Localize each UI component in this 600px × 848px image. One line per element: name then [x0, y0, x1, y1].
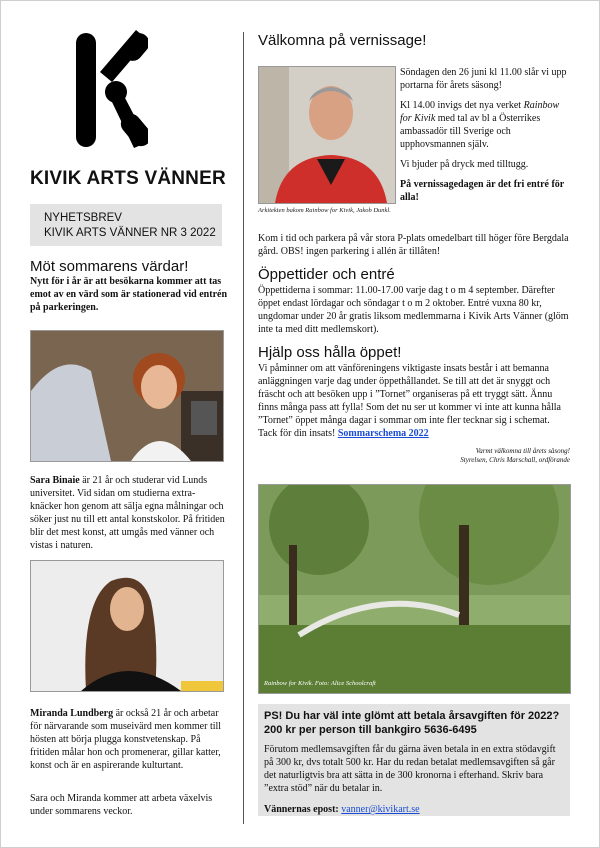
ps-box: [258, 704, 570, 816]
schedule-link[interactable]: Sommarschema 2022: [337, 428, 429, 439]
ps-email-label: Vännernas epost:: [264, 804, 342, 815]
email-link[interactable]: vanner@kivikart.se: [341, 804, 420, 815]
hosts-lead: Nytt för i år är att besökarna kommer att tas emot av en värd som är stationerad vid entrén på parkeringen.: [30, 276, 228, 313]
vernissage-p1: Söndagen den 26 juni kl 11.00 slår vi upp portarna för årets säsong!: [400, 67, 567, 91]
help-text: [258, 362, 570, 440]
signature: [400, 447, 570, 465]
brand-name: KIVIK ARTS VÄNNER: [30, 168, 226, 189]
sara-text: är 21 år och studerar vid Lunds universitet. Vid sidan om studierna extra-knäcker hon genom att sälja egna målningar och söker just nu till ett antal konstskolor. På fritiden blir det mest konst, att umgås med vänner och vistas i naturen.: [30, 475, 225, 551]
signature-line1: Varmt välkomna till årets säsong!: [475, 447, 570, 455]
newsletter-box: [30, 204, 222, 246]
vernissage-p2-post: med tal av bl a Österrikes ambassadör till Sverige och upphovsmannen själv.: [400, 113, 541, 150]
photo-sara-illustration: [31, 331, 223, 461]
vernissage-p2: [400, 99, 568, 151]
hours-text: Öppettiderna i sommar: 11.00-17.00 varje dag t o m 4 september. Därefter öppet endast lördagar och söndagar t o m 2 oktober. Entré vuxna 80 kr, ungdomar under 20 år gratis liksom medlemmarna i Kivik Arts Vänner (glöm inte ta med ditt medlemskort).: [258, 285, 569, 335]
vernissage-text: [400, 66, 568, 204]
ps-body: Förutom medlemsavgiften får du gärna även betala in en extra stödavgift på 300 kr, dvs totalt 500 kr. Har du redan betalat medlemsavgiften så går det naturligtvis bra att sätta in de 300 kronorna i efterhand. Skriv bara ”extra stöd” när du betalar in.: [264, 744, 556, 794]
column-divider: [243, 32, 244, 824]
miranda-name: Miranda Lundberg: [30, 708, 114, 719]
help-heading: Hjälp oss hålla öppet!: [258, 344, 402, 361]
photo-miranda-illustration: [31, 561, 223, 691]
sara-bio: [30, 474, 226, 552]
vernissage-p2-work: Rainbow for Kivik: [400, 100, 560, 124]
vernissage-p2-pre: Kl 14.00 invigs det nya verket: [400, 100, 524, 111]
park-caption: Rainbow for Kivik. Foto: Alice Schoolcraft: [264, 680, 376, 687]
help-body: Vi påminner om att vänföreningens viktigaste insats består i att bemanna anläggningen varje dag under öppethållandet. Se till att det är snyggt och fräscht och att besöken upp i ”Tornet” organiseras på ett tryggt sätt. Ännu finns många pass att fylla! Som det nu ser ut kommer vi inte att kunna hålla ”Tornet” öppet många dagar i sommar om inte fler tecknar sig i schemat. Tack för din insats!: [258, 363, 561, 439]
vernissage-p4: På vernissagedagen är det fri entré för alla!: [400, 179, 565, 203]
miranda-bio: [30, 707, 226, 772]
ps-email-line: [264, 803, 562, 816]
vernissage-p3: Vi bjuder på dryck med tilltugg.: [400, 159, 529, 170]
newsletter-line2: KIVIK ARTS VÄNNER NR 3 2022: [44, 227, 216, 239]
parking-text: Kom i tid och parkera på vår stora P-plats omedelbart till höger före Bergdala gård. OBS! ingen parkering i allén är tillåten!: [258, 233, 569, 257]
ps-heading: PS! Du har väl inte glömt att betala årsavgiften för 2022? 200 kr per person till bankgiro 5636-6495: [264, 710, 560, 736]
vernissage-heading: Välkomna på vernissage!: [258, 32, 427, 49]
photo-park-illustration: [259, 485, 570, 693]
photo-sara: [30, 330, 224, 462]
photo-miranda: [30, 560, 224, 692]
hosts-heading: Möt sommarens värdar!: [30, 258, 189, 275]
signature-line2: Styrelsen, Chris Marschall, ordförande: [460, 456, 570, 464]
miranda-text: är också 21 år och arbetar för närvarande som museivärd men kommer till hösten att börja plugga konstvetenskap. På fritiden målar hon och promenerar, gillar katter, konst och är en aspirerande kulturtant.: [30, 708, 222, 771]
hours-heading: Öppettider och entré: [258, 266, 395, 283]
kivik-k-logo-icon: [72, 30, 148, 150]
hosts-closing: Sara och Miranda kommer att arbeta växelvis under sommarens veckor.: [30, 793, 213, 817]
sara-name: Sara Binaie: [30, 475, 80, 486]
newsletter-line1: NYHETSBREV: [44, 212, 122, 224]
photo-architect: [258, 66, 396, 204]
photo-architect-illustration: [259, 67, 395, 203]
architect-caption: Arkitekten bakom Rainbow for Kivik, Jakob Dunkl.: [258, 207, 391, 214]
photo-park: [258, 484, 571, 694]
